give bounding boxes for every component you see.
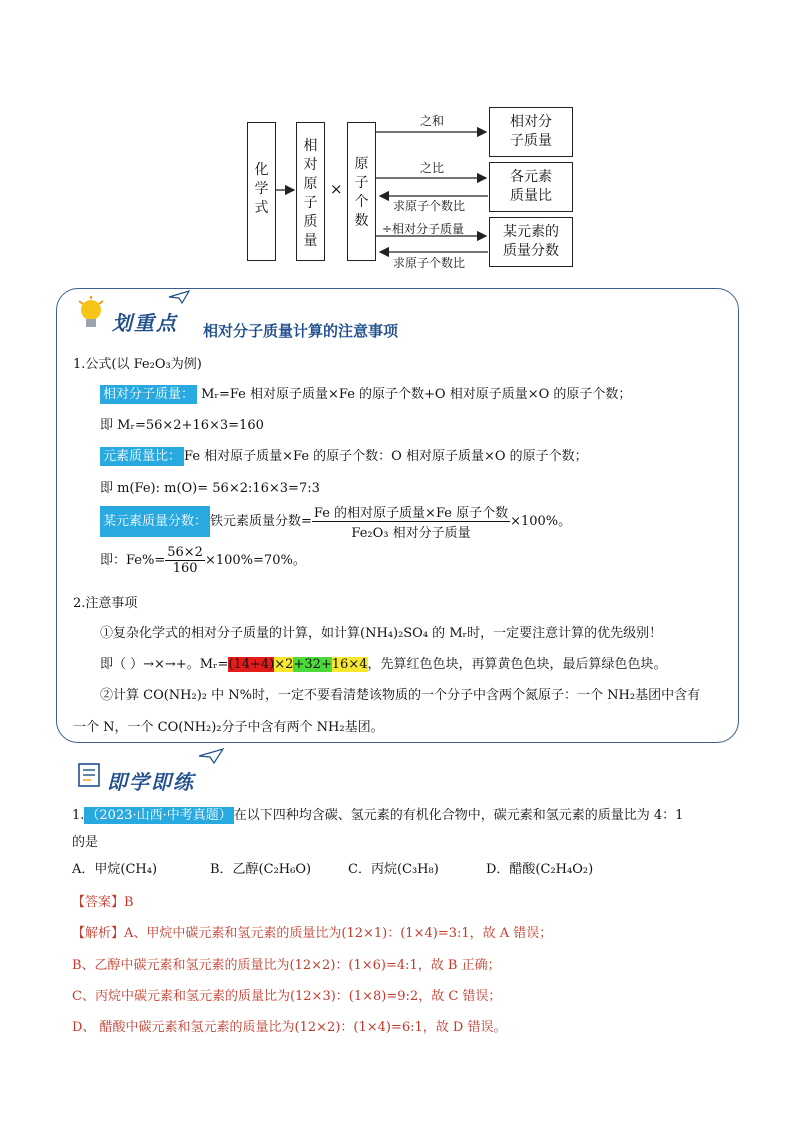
fraction-line — [100, 502, 571, 541]
times-sign: × — [330, 180, 343, 198]
box-relative-atomic-mass-text: 相对原子质量 — [303, 138, 318, 249]
red-block: (14+4) — [228, 657, 275, 672]
ratio-calc: 即 m(Fe): m(O)= 56×2:16×3=7:3 — [100, 481, 320, 496]
paper-plane-icon-2 — [198, 748, 224, 764]
fe-numerator: 56×2 — [167, 545, 203, 560]
mr-calc: 即 Mᵣ=56×2+16×3=160 — [100, 418, 264, 433]
analysis-line-4: D、 醋酸中碳元素和氢元素的质量比为(12×2)：(1×4)=6:1，故 D 错误。 — [72, 1020, 507, 1035]
option-a[interactable]: A．甲烷(CH₄) — [72, 862, 158, 877]
ratio-text: Fe 相对原子质量×Fe 的原子个数：O 相对原子质量×O 的原子个数； — [184, 449, 588, 464]
yellow-block-1: ×2 — [274, 657, 294, 672]
section2-title: 2.注意事项 — [73, 596, 138, 611]
option-b[interactable]: B．乙醇(C₂H₆O) — [210, 862, 312, 877]
fraction-label: 某元素质量分数： — [100, 506, 210, 537]
option-c[interactable]: C．丙烷(C₃H₈) — [348, 862, 439, 877]
arrow-label-sum: 之和 — [420, 114, 445, 128]
section1-title: 1.公式(以 Fe₂O₃为例) — [73, 357, 202, 372]
fe-fraction — [165, 545, 205, 576]
box-relative-molecular-mass — [489, 107, 573, 157]
note2-line2: 一个 N，一个 CO(NH₂)₂分子中含有两个 NH₂基团。 — [73, 720, 384, 735]
box-mass-fraction — [489, 217, 573, 267]
note1: ①复杂化学式的相对分子质量的计算，如计算(NH₄)₂SO₄ 的 Mᵣ时，一定要注意计算的优先级别！ — [100, 626, 663, 641]
box-element-mass-ratio — [489, 162, 573, 212]
result3-line2: 质量分数 — [503, 243, 559, 259]
fe-suffix: ×100%=70%。 — [204, 553, 306, 568]
box-atom-count-text: 原子个数 — [354, 156, 369, 229]
result3-line1: 某元素的 — [503, 224, 559, 240]
question-source-tag: （2023·山西·中考真题） — [86, 808, 232, 823]
yellow-block-2: 16×4 — [331, 657, 368, 672]
notebook-icon — [76, 761, 104, 789]
arrow-label-atom-ratio-2: 求原子个数比 — [393, 256, 466, 270]
question-text: 在以下四种均含碳、氢元素的有机化合物中，碳元素和氢元素的质量比为 4：1 — [233, 808, 684, 823]
note2-line1: ②计算 CO(NH₂)₂ 中 N%时，一定不要看清楚该物质的一个分子中含两个氮原子：一个 NH₂基团中含有 — [100, 688, 701, 703]
fraction-prefix: 铁元素质量分数= — [210, 514, 312, 529]
ratio-label: 元素质量比： — [100, 447, 184, 466]
fraction-denominator: Fe₂O₃ 相对分子质量 — [351, 526, 471, 541]
result1-line1: 相对分 — [510, 114, 552, 130]
note1-prefix: 即（ ）→×→+。Mᵣ= — [100, 657, 229, 672]
result1-line2: 子质量 — [510, 133, 552, 149]
mr-line — [100, 383, 631, 402]
analysis-line-1: 【解析】A、甲烷中碳元素和氢元素的质量比为(12×1)：(1×4)=3:1，故 A 错误； — [72, 926, 553, 941]
arrow-label-divide-mr: ÷相对分子质量 — [382, 222, 465, 236]
result2-line1: 各元素 — [510, 169, 552, 185]
fraction-numerator: Fe 的相对原子质量×Fe 原子个数 — [312, 502, 510, 522]
practice-brand-title: 即学即练 — [107, 770, 195, 794]
question-line2: 的是 — [72, 835, 99, 850]
fe-denominator: 160 — [172, 561, 198, 576]
mr-label: 相对分子质量： — [100, 385, 197, 404]
mr-text: Mᵣ=Fe 相对原子质量×Fe 的原子个数+O 相对原子质量×O 的原子个数； — [197, 387, 632, 402]
panel-heading: 相对分子质量计算的注意事项 — [203, 322, 399, 340]
ratio-line — [100, 445, 588, 464]
fraction-expression — [312, 502, 510, 541]
question-number: 1. — [72, 808, 85, 823]
result2-line2: 质量比 — [510, 188, 552, 204]
lightbulb-icon — [76, 296, 106, 332]
note1-suffix: ，先算红色色块，再算黄色色块，最后算绿色色块。 — [367, 657, 667, 672]
answer: 【答案】B — [72, 895, 134, 910]
box-chemical-formula-text: 化学式 — [254, 162, 269, 216]
analysis-line-3: C、丙烷中碳元素和氢元素的质量比为(12×3)：(1×8)=9:2，故 C 错误； — [72, 989, 502, 1004]
question-line1 — [72, 804, 683, 823]
panel-brand-title: 划重点 — [112, 311, 178, 335]
paper-plane-icon — [168, 290, 190, 304]
note1-detail — [100, 653, 667, 672]
analysis-line-2: B、乙醇中碳元素和氢元素的质量比为(12×2)：(1×6)=4:1，故 B 正确； — [72, 958, 501, 973]
fe-prefix: 即：Fe%= — [100, 553, 166, 568]
arrow-label-ratio: 之比 — [420, 161, 445, 175]
green-block: +32+ — [293, 657, 332, 672]
fraction-suffix: ×100%。 — [510, 514, 572, 529]
arrow-label-atom-ratio-1: 求原子个数比 — [393, 199, 466, 213]
option-d[interactable]: D．醋酸(C₂H₄O₂) — [486, 862, 594, 877]
fe-percent-line — [100, 545, 306, 576]
